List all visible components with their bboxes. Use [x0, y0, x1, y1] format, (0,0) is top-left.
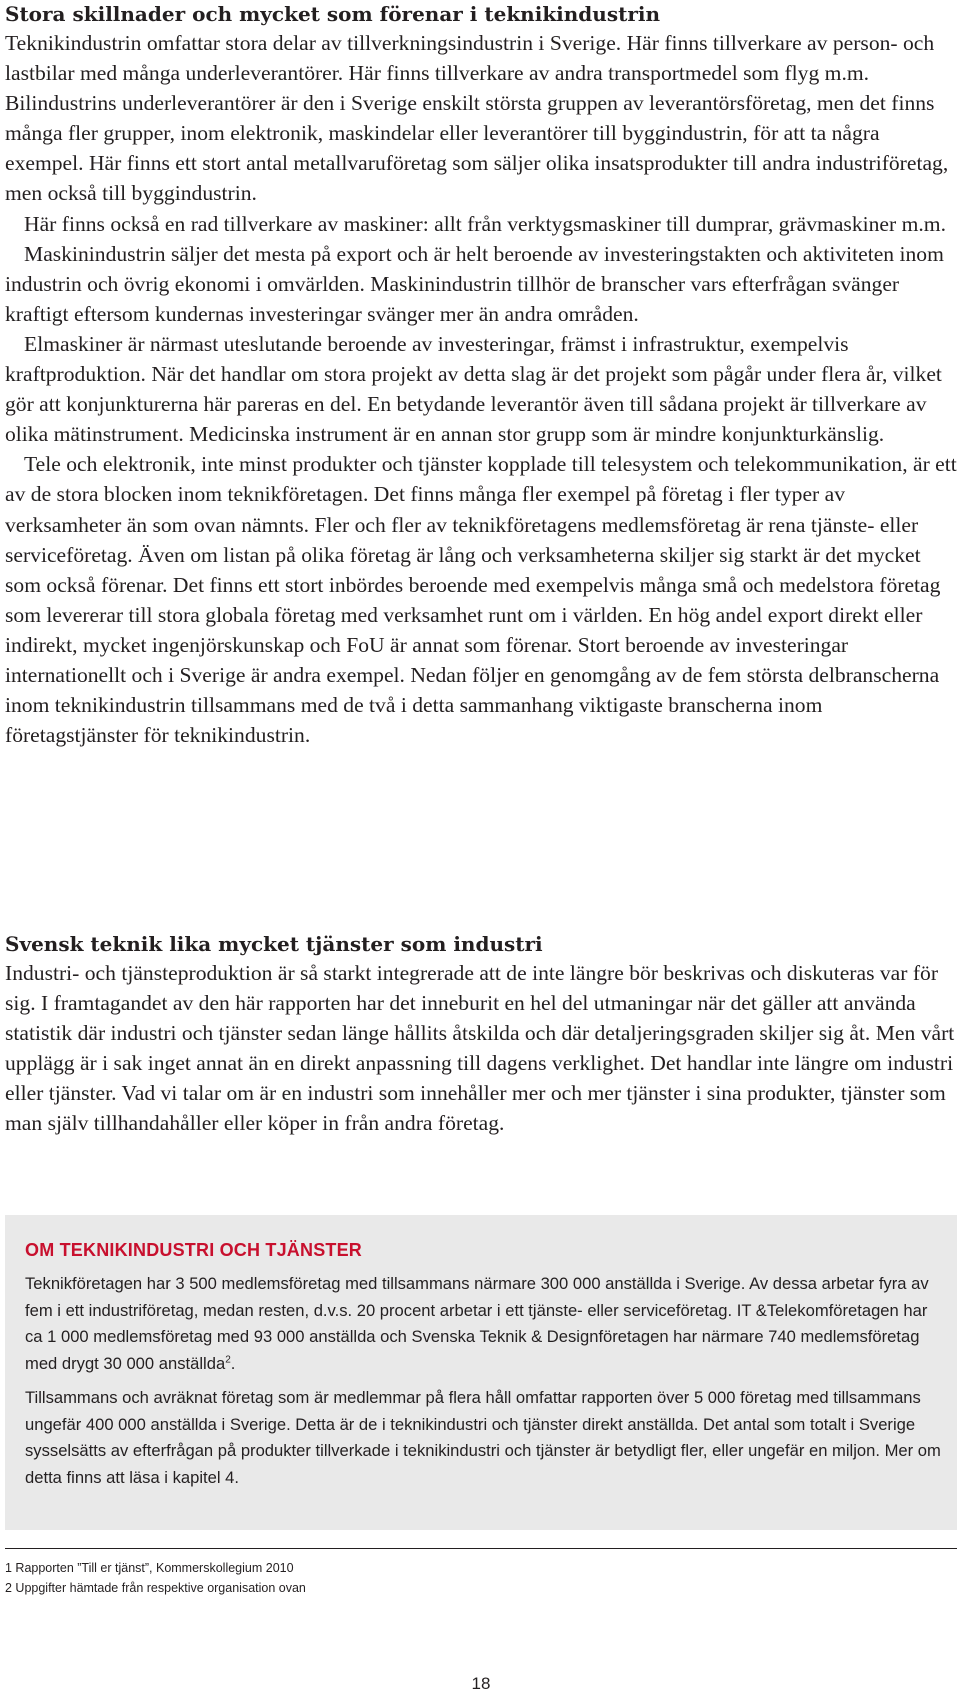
- page-number: 18: [471, 1674, 491, 1693]
- section-industry-differences: [5, 0, 957, 750]
- body-paragraph: Maskinindustrin säljer det mesta på export och är helt beroende av investeringstakten och aktiviteten inom industrin och övrig ekonomi i omvärlden. Maskinindustrin tillhör de branscher vars efterfrågan svänger kraftigt eftersom kundernas investeringar svänger mer än andra områden.: [5, 241, 944, 326]
- body-paragraph: Industri- och tjänsteproduktion är så starkt integrerade att de inte längre bör beskrivas och diskuteras var för sig. I framtagandet av den här rapporten har det inneburit en hel del utmaningar när det gäller att använda statistik där industri och tjänster sedan länge hållits åtskilda och där detaljeringsgraden skiljer sig åt. Men vårt upplägg är i sak inget annat än en direkt anpassning till dagens verklighet. Det handlar inte längre om industri eller tjänster. Vad vi talar om är en industri som innehåller mer och mer tjänster i sina produkter, tjänster som man själv tillhandahåller eller köper in från andra företag.: [5, 961, 955, 1136]
- section-heading: Stora skillnader och mycket som förenar i teknikindustrin: [5, 2, 661, 26]
- footnote: 2 Uppgifter hämtade från respektive organisation ovan: [5, 1581, 306, 1595]
- body-paragraph: Elmaskiner är närmast uteslutande beroende av investeringar, främst i infrastruktur, exempelvis kraftproduktion. När det handlar om stora projekt av detta slag är det projekt som pågår under flera år, vilket gör att konjunkturerna här pareras en del. En betydande leverantör även till sådana projekt är tillverkare av olika mätinstrument. Medicinska instrument är en annan stor grupp som är mindre konjunkturkänslig.: [5, 331, 942, 447]
- section-technology-services: [5, 930, 957, 1139]
- footnote-divider: [5, 1548, 957, 1549]
- section-heading: Svensk teknik lika mycket tjänster som industri: [5, 932, 543, 956]
- body-paragraph: Här finns också en rad tillverkare av maskiner: allt från verktygsmaskiner till dumprar, grävmaskiner m.m.: [24, 211, 946, 236]
- info-box-text: Teknikföretagen har 3 500 medlemsföretag med tillsammans närmare 300 000 anställda i Sverige. Av dessa arbetar fyra av fem i ett industriföretag, medan resten, d.v.s. 20 procent arbetar i ett tjänste- eller serviceföretag. IT &Telekomföretagen har ca 1 000 medlemsföretag med 93 000 anställda och Svenska Teknik & Designföretagen har närmare 740 medlemsföretag med drygt 30 000 anställda: [25, 1274, 929, 1373]
- footnote-ref: 2: [225, 1353, 231, 1365]
- info-box-text-end: .: [230, 1353, 236, 1373]
- info-box: [5, 1215, 957, 1530]
- info-box-paragraph: Tillsammans och avräknat företag som är medlemmar på flera håll omfattar rapporten över 5 000 företag med tillsammans ungefär 400 000 anställda i Sverige. Detta är de i teknikindustri och tjänster direkt anställda. Det antal som totalt i Sverige sysselsätts av efterfrågan på produkter tillverkade i teknikindustri och tjänster är betydligt fler, eller ungefär en miljon. Mer om detta finns att läsa i kapitel 4.: [25, 1388, 941, 1487]
- footnote: 1 Rapporten ”Till er tjänst”, Kommerskollegium 2010: [5, 1561, 294, 1575]
- footnotes: [5, 1558, 957, 1598]
- info-box-title: OM TEKNIKINDUSTRI OCH TJÄNSTER: [25, 1240, 363, 1260]
- body-paragraph: Tele och elektronik, inte minst produkter och tjänster kopplade till telesystem och telekommunikation, är ett av de stora blocken inom teknikföretagen. Det finns många fler exempel på företag i fler typer av verksamheter än som ovan nämnts. Fler och fler av teknikföretagens medlemsföretag är rena tjänste- eller serviceföretag. Även om listan på olika företag är lång och verksamheterna skiljer sig starkt är det mycket som också förenar. Det finns ett stort inbördes beroende med exempelvis många små och medelstora företag som levererar till stora globala företag med verksamhet runt om i världen. En hög andel export direkt eller indirekt, mycket ingenjörskunskap och FoU är annat som förenar. Stort beroende av investeringar internationellt och i Sverige är andra exempel. Nedan följer en genomgång av de fem största delbranscherna inom teknikindustrin tillsammans med de två i detta sammanhang viktigaste branscherna inom företagstjänster för teknikindustrin.: [5, 452, 957, 748]
- info-box-paragraph: [25, 1271, 941, 1377]
- body-paragraph: Teknikindustrin omfattar stora delar av tillverkningsindustrin i Sverige. Här finns tillverkare av person- och lastbilar med många underleverantörer. Här finns tillverkare av andra transportmedel som flyg m.m. Bilindustrins underleverantörer är den i Sverige enskilt största gruppen av leverantörsföretag, men det finns många fler grupper, inom elektronik, maskindelar eller leverantörer till byggindustrin, för att ta några exempel. Här finns ett stort antal metallvaruföretag som säljer olika insatsprodukter till andra industriföretag, men också till byggindustrin.: [5, 31, 949, 206]
